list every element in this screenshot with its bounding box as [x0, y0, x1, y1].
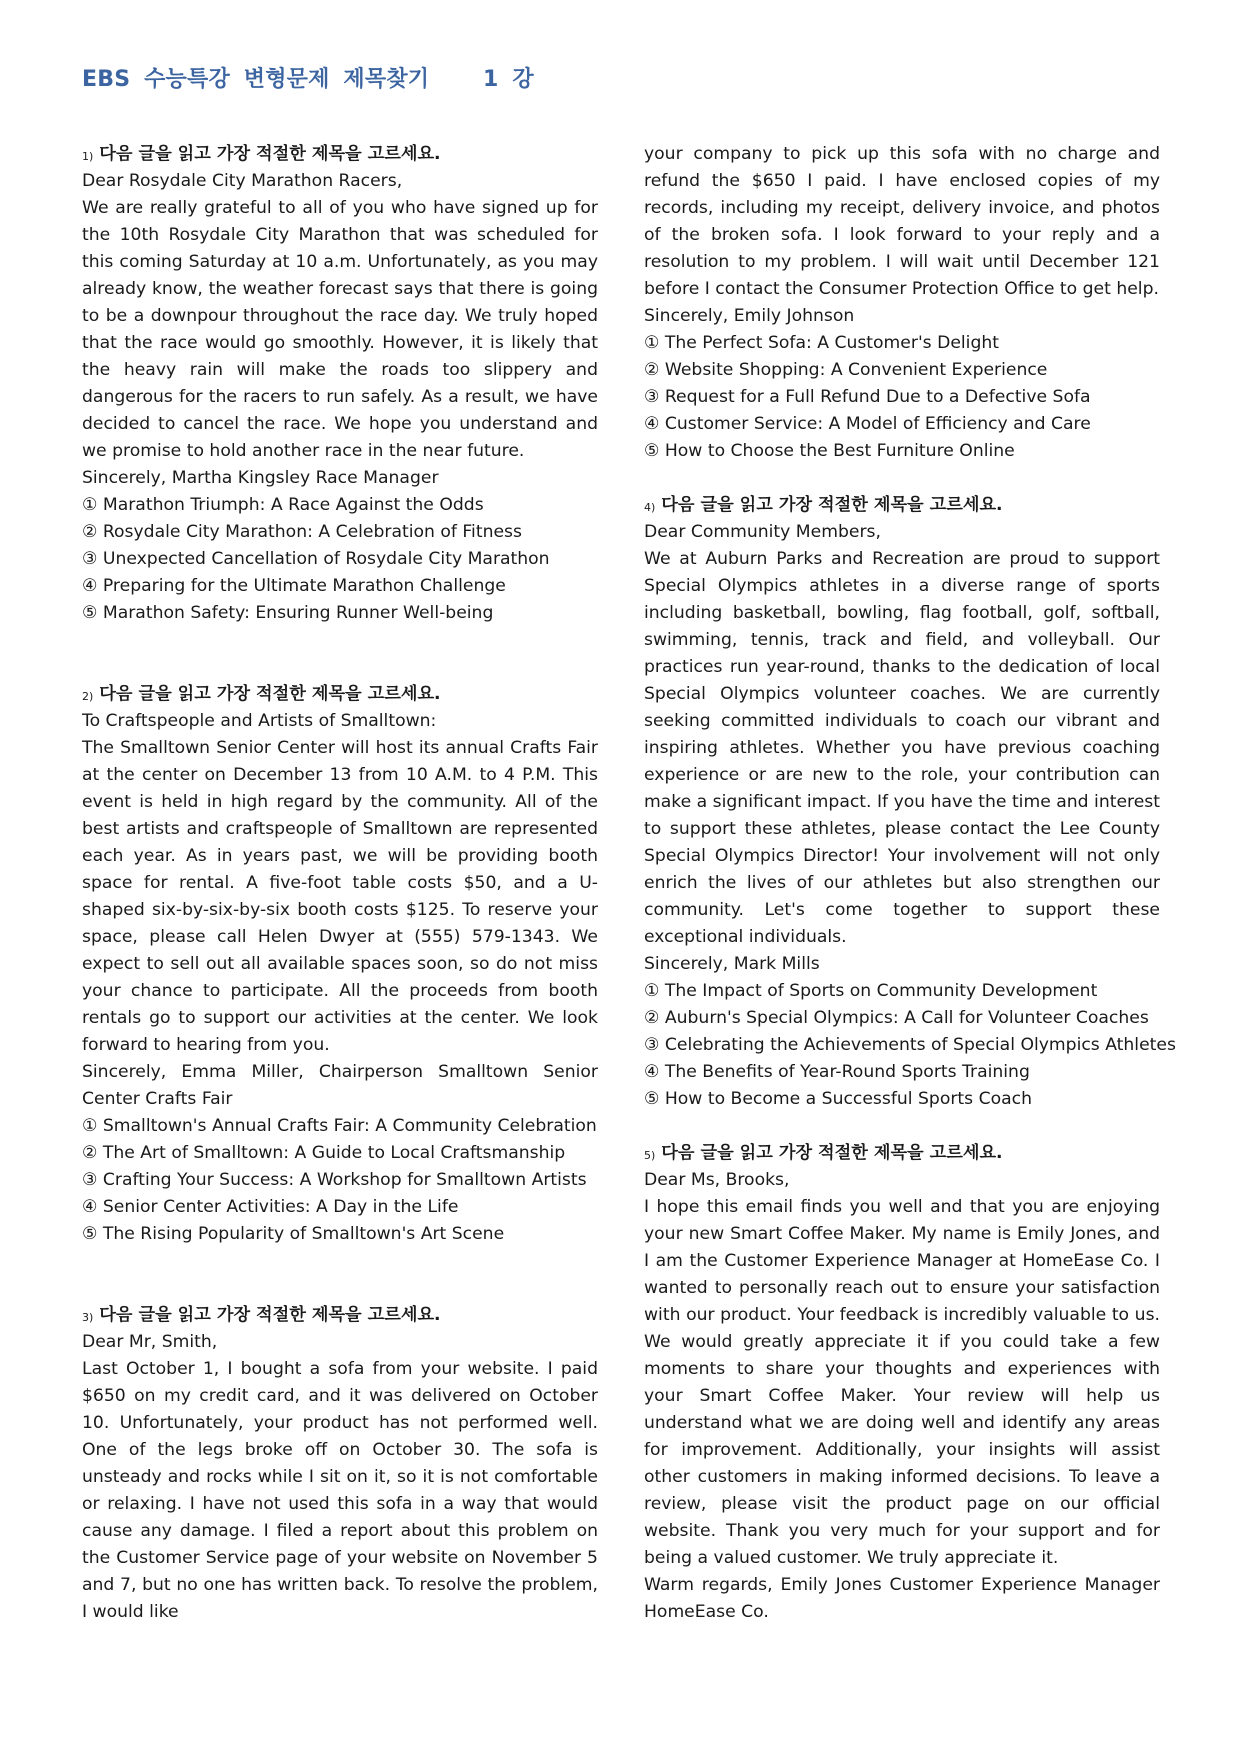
- passage-body: We are really grateful to all of you who have signed up for the 10th Rosydale City Marathon that was scheduled for this coming Saturday at 10 a.m. Unfortunately, as you may already know, the weather forecast says that there is going to be a downpour throughout the race day. We truly hoped that the race would go smoothly. However, it is likely that the heavy rain will make the roads too slippery and dangerous for the racers to run safely. As a result, we have decided to cancel the race. We hope you understand and we promise to hold another race in the near future.: [82, 198, 598, 461]
- closing: Sincerely, Martha Kingsley Race Manager: [82, 468, 439, 488]
- question-number: 1): [82, 150, 94, 163]
- choice-2[interactable]: ② Website Shopping: A Convenient Experience: [644, 360, 1048, 380]
- question-prompt: $^{3)}$ 다음 글을 읽고 가장 적절한 제목을 고르세요.: [82, 1305, 441, 1325]
- question-number: 5): [644, 1149, 656, 1162]
- passage-body: We at Auburn Parks and Recreation are proud to support Special Olympics athletes in a diverse range of sports including basketball, bowling, flag football, golf, softball, swimming, tennis, track and field, and volleyball. Our practices run year-round, thanks to the dedication of local Special Olympics volunteer coaches. We are currently seeking committed individuals to coach our vibrant and inspiring athletes. Whether you have previous coaching experience or are new to the role, your contribution can make a significant impact. If you have the time and interest to support these athletes, please contact the Lee County Special Olympics Director! Your involvement will not only enrich the lives of our athletes but also strengthen our community. Let's come together to support these exceptional individuals.: [644, 549, 1160, 947]
- passage-body: I hope this email finds you well and that you are enjoying your new Smart Coffee Maker. My name is Emily Jones, and I am the Customer Experience Manager at HomeEase Co. I wanted to personally reach out to ensure your satisfaction with our product. Your feedback is incredibly valuable to us. We would greatly appreciate it if you could take a few moments to share your thoughts and experiences with your Smart Coffee Maker. Your review will help us understand what we are doing well and identify any areas for improvement. Additionally, your insights will assist other customers in making informed decisions. To leave a review, please visit the product page on our official website. Thank you very much for your support and for being a valued customer. We truly appreciate it.: [644, 1197, 1160, 1568]
- question-prompt: $^{1)}$ 다음 글을 읽고 가장 적절한 제목을 고르세요.: [82, 144, 441, 164]
- header-title: EBS 수능특강 변형문제 제목찾기: [82, 67, 430, 92]
- choice-1[interactable]: ① The Impact of Sports on Community Development: [644, 981, 1098, 1001]
- left-column: [82, 141, 598, 1680]
- closing: Warm regards, Emily Jones Customer Experience Manager HomeEase Co.: [644, 1575, 1160, 1622]
- salutation: Dear Community Members,: [644, 522, 881, 542]
- choice-3[interactable]: ③ Celebrating the Achievements of Special Olympics Athletes: [644, 1035, 1176, 1055]
- choice-2[interactable]: ② Rosydale City Marathon: A Celebration of Fitness: [82, 522, 522, 542]
- salutation: Dear Rosydale City Marathon Racers,: [82, 171, 403, 191]
- choice-3[interactable]: ③ Request for a Full Refund Due to a Defective Sofa: [644, 387, 1091, 407]
- salutation: Dear Mr, Smith,: [82, 1332, 218, 1352]
- question-prompt: $^{4)}$ 다음 글을 읽고 가장 적절한 제목을 고르세요.: [644, 495, 1003, 515]
- header-lesson: 1 강: [482, 67, 534, 92]
- choice-2[interactable]: ② The Art of Smalltown: A Guide to Local Craftsmanship: [82, 1143, 566, 1163]
- choice-4[interactable]: ④ Senior Center Activities: A Day in the Life: [82, 1197, 459, 1217]
- choice-1[interactable]: ① Marathon Triumph: A Race Against the Odds: [82, 495, 484, 515]
- page-header: [82, 62, 534, 93]
- salutation: Dear Ms, Brooks,: [644, 1170, 790, 1190]
- choice-5[interactable]: ⑤ The Rising Popularity of Smalltown's Art Scene: [82, 1224, 505, 1244]
- passage-body: Last October 1, I bought a sofa from your website. I paid $650 on my credit card, and it was delivered on October 10. Unfortunately, your product has not performed well. One of the legs broke off on October 30. The sofa is unsteady and rocks while I sit on it, so it is not comfortable or relaxing. I have not used this sofa in a way that would cause any damage. I filed a report about this problem on the Customer Service page of your website on November 5 and 7, but no one has written back. To resolve the problem, I would like: [82, 1359, 598, 1622]
- question-3: [82, 1302, 598, 1626]
- salutation: To Craftspeople and Artists of Smalltown:: [82, 711, 437, 731]
- choice-5[interactable]: ⑤ How to Become a Successful Sports Coach: [644, 1089, 1032, 1109]
- question-1: [82, 141, 598, 627]
- question-number: 2): [82, 690, 94, 703]
- choice-1[interactable]: ① Smalltown's Annual Crafts Fair: A Community Celebration: [82, 1116, 597, 1136]
- question-2: [82, 681, 598, 1248]
- right-column: [644, 141, 1176, 1653]
- closing: Sincerely, Emily Johnson: [644, 306, 855, 326]
- question-prompt: $^{5)}$ 다음 글을 읽고 가장 적절한 제목을 고르세요.: [644, 1143, 1003, 1163]
- closing: Sincerely, Mark Mills: [644, 954, 820, 974]
- question-number: 4): [644, 501, 656, 514]
- choice-5[interactable]: ⑤ How to Choose the Best Furniture Online: [644, 441, 1015, 461]
- choice-4[interactable]: ④ The Benefits of Year-Round Sports Training: [644, 1062, 1030, 1082]
- passage-body-continued: your company to pick up this sofa with no charge and refund the $650 I paid. I have enclosed copies of my records, including my receipt, delivery invoice, and photos of the broken sofa. I look forward to your reply and a resolution to my problem. I will wait until December 121 before I contact the Consumer Protection Office to get help.: [644, 144, 1160, 299]
- closing: Sincerely, Emma Miller, Chairperson Smalltown Senior Center Crafts Fair: [82, 1062, 598, 1109]
- question-4: [644, 492, 1176, 1113]
- question-3-continued: [644, 141, 1160, 465]
- passage-body: The Smalltown Senior Center will host its annual Crafts Fair at the center on December 13 from 10 A.M. to 4 P.M. This event is held in high regard by the community. All of the best artists and craftspeople of Smalltown are represented each year. As in years past, we will be providing booth space for rental. A five-foot table costs $50, and a U-shaped six-by-six-by-six booth costs $125. To reserve your space, please call Helen Dwyer at (555) 579-1343. We expect to sell out all available spaces soon, so do not miss your chance to participate. All the proceeds from booth rentals go to support our activities at the center. We look forward to hearing from you.: [82, 738, 598, 1055]
- choice-3[interactable]: ③ Crafting Your Success: A Workshop for Smalltown Artists: [82, 1170, 587, 1190]
- choice-3[interactable]: ③ Unexpected Cancellation of Rosydale City Marathon: [82, 549, 550, 569]
- question-number: 3): [82, 1311, 94, 1324]
- choice-2[interactable]: ② Auburn's Special Olympics: A Call for Volunteer Coaches: [644, 1008, 1149, 1028]
- choice-4[interactable]: ④ Customer Service: A Model of Efficiency and Care: [644, 414, 1091, 434]
- question-prompt: $^{2)}$ 다음 글을 읽고 가장 적절한 제목을 고르세요.: [82, 684, 441, 704]
- choice-5[interactable]: ⑤ Marathon Safety: Ensuring Runner Well-being: [82, 603, 494, 623]
- choice-1[interactable]: ① The Perfect Sofa: A Customer's Delight: [644, 333, 999, 353]
- choice-4[interactable]: ④ Preparing for the Ultimate Marathon Challenge: [82, 576, 506, 596]
- question-5: [644, 1140, 1160, 1626]
